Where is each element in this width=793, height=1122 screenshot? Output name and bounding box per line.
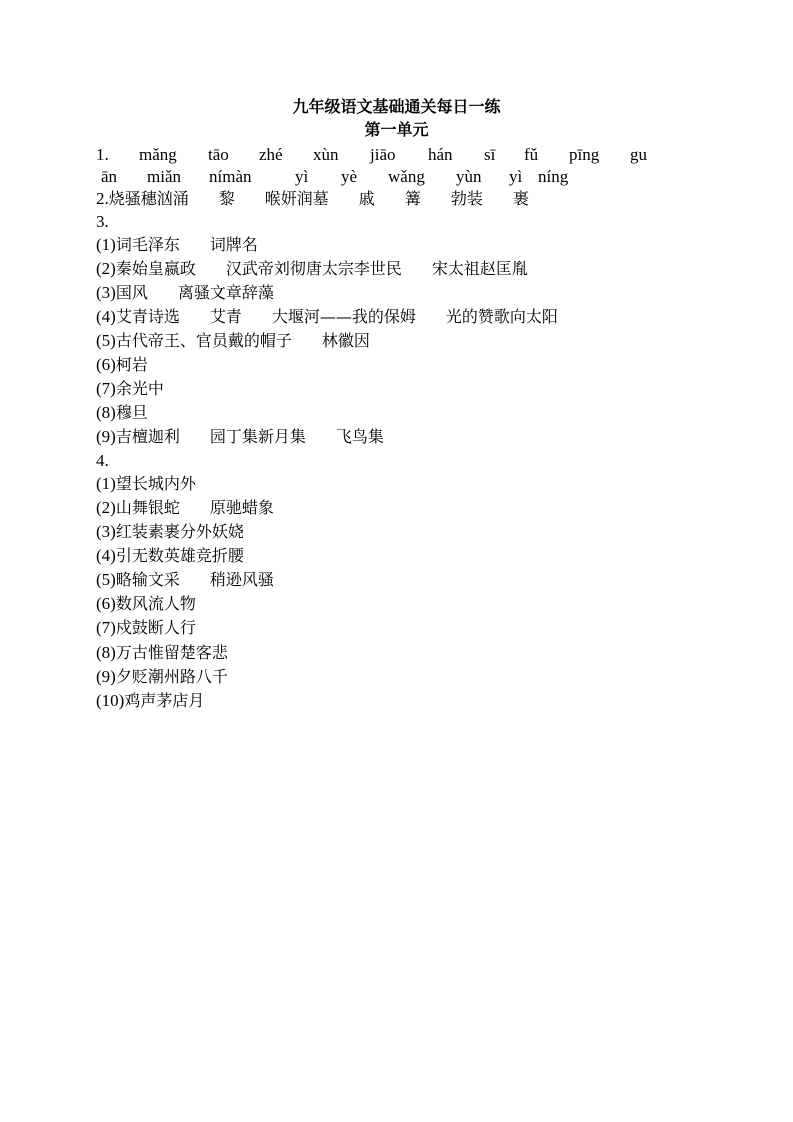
item-number: (9) [96, 667, 116, 686]
q3-item-4 [96, 307, 558, 327]
page-title: 九年级语文基础通关每日一练 [292, 97, 501, 116]
q2-item: 篝 [404, 189, 421, 208]
pinyin-item: miǎn [147, 167, 181, 186]
q3-item-2 [96, 259, 528, 279]
pinyin-item: jiāo [370, 145, 396, 164]
q3-item-9 [96, 427, 384, 447]
q2-item: 烧骚穗汹涌 [108, 189, 189, 208]
pinyin-item: yì [509, 167, 523, 186]
q2-item: 黎 [218, 189, 235, 208]
q2-item: 勃装 [450, 189, 483, 208]
q2-item: 喉妍润墓 [264, 189, 329, 208]
pinyin-item: hán [428, 145, 453, 164]
pinyin-item: mǎng [139, 145, 177, 164]
q4-item-7 [96, 618, 196, 638]
q4-number: 4. [96, 451, 109, 470]
answer-text: 戍鼓断人行 [115, 618, 196, 637]
q4-item-3 [96, 522, 244, 542]
answer-text: 吉檀迦利 [115, 427, 180, 446]
answer-text: 艾青诗选 [115, 307, 180, 326]
item-number: (5) [96, 570, 116, 589]
pinyin-item: sī [484, 145, 496, 164]
answer-text: 穆旦 [115, 403, 148, 422]
item-number: (4) [96, 307, 116, 326]
item-number: (8) [96, 643, 116, 662]
answer-text: 飞鸟集 [335, 427, 384, 446]
q4-item-2 [96, 498, 274, 518]
q3-item-7 [96, 379, 164, 399]
answer-text: 稍逊风骚 [209, 570, 274, 589]
q4-item-4 [96, 546, 244, 566]
pinyin-item: yùn [456, 167, 482, 186]
item-number: (2) [96, 498, 116, 517]
item-number: (1) [96, 235, 116, 254]
answer-text: 光的赞歌向太阳 [445, 307, 558, 326]
pinyin-item: yì [295, 167, 309, 186]
q4-item-9 [96, 667, 228, 687]
answer-text: 汉武帝刘彻唐太宗李世民 [225, 259, 402, 278]
q2-line [96, 189, 529, 209]
item-number: (3) [96, 522, 116, 541]
pinyin-item: zhé [259, 145, 283, 164]
q3-item-1 [96, 235, 258, 255]
answer-text: 艾青 [209, 307, 242, 326]
answer-text: 略输文采 [115, 570, 180, 589]
q4-item-10 [96, 691, 204, 711]
answer-text: 离骚文章辞藻 [177, 283, 274, 302]
q3-item-5 [96, 331, 370, 351]
pinyin-item: pīng [569, 145, 600, 164]
q3-item-3 [96, 283, 274, 303]
answer-text: 望长城内外 [115, 474, 196, 493]
answer-text: 古代帝王、官员戴的帽子 [115, 331, 292, 350]
answer-text: 山舞银蛇 [115, 498, 180, 517]
item-number: (3) [96, 283, 116, 302]
q3-item-8 [96, 403, 148, 423]
pinyin-item: nímàn [209, 167, 252, 186]
pinyin-item: gu [630, 145, 647, 164]
answer-text: 词毛泽东 [115, 235, 180, 254]
q2-item: 戚 [358, 189, 375, 208]
q3-item-6 [96, 355, 148, 375]
q4-item-6 [96, 594, 196, 614]
answer-text: 园丁集新月集 [209, 427, 306, 446]
q3-number: 3. [96, 212, 109, 231]
unit-subtitle: 第一单元 [364, 120, 429, 139]
item-number: (1) [96, 474, 116, 493]
answer-text: 词牌名 [209, 235, 258, 254]
answer-text: 万古惟留楚客悲 [115, 643, 228, 662]
item-number: (9) [96, 427, 116, 446]
answer-text: 大堰河——我的保姆 [271, 307, 416, 326]
answer-text: 红装素裹分外妖娆 [115, 522, 244, 541]
item-number: (7) [96, 618, 116, 637]
answer-text: 鸡声茅店月 [124, 691, 205, 710]
item-number: (6) [96, 594, 116, 613]
q4-item-5 [96, 570, 274, 590]
pinyin-item: yè [341, 167, 358, 186]
answer-text: 数风流人物 [115, 594, 196, 613]
answer-text: 秦始皇嬴政 [115, 259, 196, 278]
pinyin-item: xùn [313, 145, 339, 164]
item-number: (4) [96, 546, 116, 565]
item-number: (7) [96, 379, 116, 398]
item-number: (6) [96, 355, 116, 374]
item-number: (5) [96, 331, 116, 350]
q4-item-8 [96, 643, 228, 663]
answer-text: 宋太祖赵匡胤 [431, 259, 528, 278]
answer-text: 余光中 [115, 379, 164, 398]
q2-item: 裹 [512, 189, 529, 208]
q2-number: 2. [96, 189, 109, 208]
pinyin-item: fǔ [524, 145, 539, 164]
pinyin-item: tāo [208, 145, 229, 164]
answer-text: 引无数英雄竞折腰 [115, 546, 244, 565]
answer-text: 国风 [115, 283, 148, 302]
q4-item-1 [96, 474, 196, 494]
pinyin-item: ān [101, 167, 118, 186]
answer-text: 原驰蜡象 [209, 498, 274, 517]
answer-text: 林徽因 [321, 331, 370, 350]
q1-number: 1. [96, 145, 109, 164]
answer-text: 夕贬潮州路八千 [115, 667, 228, 686]
item-number: (10) [96, 691, 125, 710]
answer-text: 柯岩 [115, 355, 148, 374]
pinyin-item: wǎng [388, 167, 425, 186]
item-number: (8) [96, 403, 116, 422]
pinyin-item: níng [538, 167, 569, 186]
item-number: (2) [96, 259, 116, 278]
